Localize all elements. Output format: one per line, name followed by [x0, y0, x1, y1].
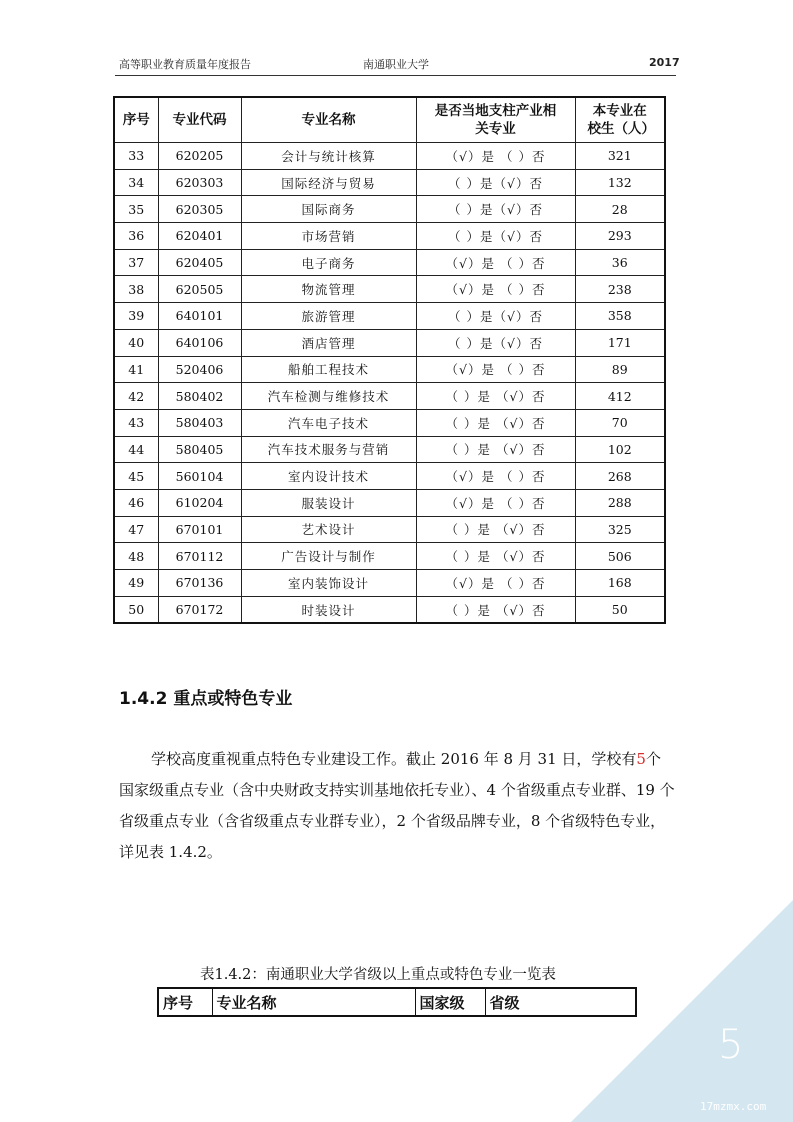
cell-enrollment: 238	[575, 276, 665, 303]
cell-name: 室内设计技术	[241, 463, 416, 490]
col-header-enrollment: 本专业在校生（人）	[575, 97, 665, 143]
cell-index: 49	[114, 570, 158, 597]
section-paragraph	[119, 744, 675, 868]
cell-local-industry: （ ）是（√）否	[416, 169, 575, 196]
cell-index: 46	[114, 489, 158, 516]
cell-name: 旅游管理	[241, 303, 416, 330]
header-school-name: 南通职业大学	[363, 58, 429, 71]
cell-index: 50	[114, 596, 158, 623]
table-row	[114, 436, 665, 463]
cell-local-industry: （ ）是 （√）否	[416, 516, 575, 543]
table-row	[114, 489, 665, 516]
majors-table-header-row	[114, 97, 665, 143]
cell-code: 580403	[158, 409, 241, 436]
table-row	[114, 169, 665, 196]
cell-enrollment: 321	[575, 143, 665, 170]
cell-code: 620401	[158, 223, 241, 250]
cell-code: 620303	[158, 169, 241, 196]
cell-enrollment: 70	[575, 409, 665, 436]
cell-enrollment: 288	[575, 489, 665, 516]
cell-code: 580405	[158, 436, 241, 463]
key-majors-table	[157, 987, 637, 1017]
col-header-name: 专业名称	[241, 97, 416, 143]
cell-code: 520406	[158, 356, 241, 383]
table-row	[114, 516, 665, 543]
key-col-provincial: 省级	[485, 988, 636, 1016]
cell-name: 服装设计	[241, 489, 416, 516]
cell-index: 45	[114, 463, 158, 490]
cell-name: 汽车检测与维修技术	[241, 383, 416, 410]
cell-name: 艺术设计	[241, 516, 416, 543]
key-col-national: 国家级	[415, 988, 485, 1016]
cell-local-industry: （√）是 （ ）否	[416, 143, 575, 170]
cell-enrollment: 36	[575, 249, 665, 276]
cell-index: 39	[114, 303, 158, 330]
cell-local-industry: （√）是 （ ）否	[416, 356, 575, 383]
cell-code: 670172	[158, 596, 241, 623]
cell-index: 35	[114, 196, 158, 223]
cell-enrollment: 412	[575, 383, 665, 410]
cell-enrollment: 358	[575, 303, 665, 330]
table-row	[114, 276, 665, 303]
cell-local-industry: （√）是 （ ）否	[416, 276, 575, 303]
paragraph-part-2: 个国家级重点专业（含中央财政支持实训基地依托专业）、4 个省级重点专业群、19 个省级重点专业（含省级重点专业群专业），2 个省级品牌专业，8 个省级特色专业，详见表 1.4.2。	[119, 750, 675, 861]
cell-index: 40	[114, 329, 158, 356]
table-row	[114, 356, 665, 383]
cell-local-industry: （√）是 （ ）否	[416, 249, 575, 276]
cell-code: 640106	[158, 329, 241, 356]
cell-enrollment: 325	[575, 516, 665, 543]
table-row	[114, 303, 665, 330]
table-row	[114, 409, 665, 436]
cell-name: 汽车电子技术	[241, 409, 416, 436]
cell-local-industry: （ ）是 （√）否	[416, 383, 575, 410]
cell-code: 620305	[158, 196, 241, 223]
cell-index: 47	[114, 516, 158, 543]
table-row	[114, 223, 665, 250]
cell-code: 560104	[158, 463, 241, 490]
cell-index: 33	[114, 143, 158, 170]
cell-local-industry: （ ）是（√）否	[416, 329, 575, 356]
key-col-index: 序号	[158, 988, 212, 1016]
cell-name: 汽车技术服务与营销	[241, 436, 416, 463]
section-title: 1.4.2 重点或特色专业	[119, 689, 293, 709]
page-number: 5	[718, 1022, 744, 1068]
header-year: 2017	[649, 56, 680, 69]
cell-local-industry: （√）是 （ ）否	[416, 463, 575, 490]
key-table-caption: 表1.4.2：南通职业大学省级以上重点或特色专业一览表	[200, 967, 556, 983]
cell-index: 34	[114, 169, 158, 196]
cell-code: 640101	[158, 303, 241, 330]
header-report-title: 高等职业教育质量年度报告	[119, 58, 251, 71]
cell-index: 42	[114, 383, 158, 410]
cell-local-industry: （√）是 （ ）否	[416, 489, 575, 516]
table-row	[114, 596, 665, 623]
col-header-local-industry: 是否当地支柱产业相关专业	[416, 97, 575, 143]
table-row	[114, 329, 665, 356]
cell-code: 620505	[158, 276, 241, 303]
cell-local-industry: （ ）是 （√）否	[416, 543, 575, 570]
cell-local-industry: （ ）是 （√）否	[416, 596, 575, 623]
cell-code: 620405	[158, 249, 241, 276]
cell-index: 48	[114, 543, 158, 570]
cell-code: 610204	[158, 489, 241, 516]
cell-enrollment: 132	[575, 169, 665, 196]
cell-local-industry: （ ）是 （√）否	[416, 436, 575, 463]
cell-enrollment: 268	[575, 463, 665, 490]
cell-code: 670101	[158, 516, 241, 543]
cell-enrollment: 50	[575, 596, 665, 623]
cell-name: 酒店管理	[241, 329, 416, 356]
table-row	[114, 196, 665, 223]
key-table-header-row	[158, 988, 636, 1016]
table-row	[114, 249, 665, 276]
table-row	[114, 543, 665, 570]
majors-table	[113, 96, 666, 624]
watermark: 17mzmx.com	[700, 1100, 767, 1113]
col-header-code: 专业代码	[158, 97, 241, 143]
cell-local-industry: （ ）是（√）否	[416, 196, 575, 223]
header-divider	[115, 75, 676, 76]
cell-enrollment: 293	[575, 223, 665, 250]
table-row	[114, 383, 665, 410]
cell-name: 船舶工程技术	[241, 356, 416, 383]
key-col-name: 专业名称	[212, 988, 415, 1016]
cell-name: 时装设计	[241, 596, 416, 623]
cell-enrollment: 89	[575, 356, 665, 383]
cell-name: 市场营销	[241, 223, 416, 250]
cell-local-industry: （ ）是 （√）否	[416, 409, 575, 436]
corner-triangle-decoration	[571, 900, 793, 1122]
cell-enrollment: 506	[575, 543, 665, 570]
table-row	[114, 463, 665, 490]
cell-name: 电子商务	[241, 249, 416, 276]
cell-name: 国际商务	[241, 196, 416, 223]
paragraph-part-1: 学校高度重视重点特色专业建设工作。截止 2016 年 8 月 31 日，学校有	[151, 750, 637, 768]
cell-code: 670136	[158, 570, 241, 597]
cell-name: 广告设计与制作	[241, 543, 416, 570]
cell-code: 580402	[158, 383, 241, 410]
col-header-index: 序号	[114, 97, 158, 143]
cell-index: 41	[114, 356, 158, 383]
cell-name: 室内装饰设计	[241, 570, 416, 597]
cell-local-industry: （ ）是（√）否	[416, 303, 575, 330]
cell-enrollment: 168	[575, 570, 665, 597]
cell-index: 37	[114, 249, 158, 276]
cell-name: 物流管理	[241, 276, 416, 303]
cell-index: 44	[114, 436, 158, 463]
cell-name: 会计与统计核算	[241, 143, 416, 170]
cell-local-industry: （ ）是（√）否	[416, 223, 575, 250]
majors-table-body	[114, 143, 665, 624]
cell-index: 43	[114, 409, 158, 436]
cell-code: 670112	[158, 543, 241, 570]
cell-enrollment: 102	[575, 436, 665, 463]
table-row	[114, 143, 665, 170]
cell-local-industry: （√）是 （ ）否	[416, 570, 575, 597]
table-row	[114, 570, 665, 597]
cell-code: 620205	[158, 143, 241, 170]
cell-enrollment: 28	[575, 196, 665, 223]
cell-index: 36	[114, 223, 158, 250]
cell-enrollment: 171	[575, 329, 665, 356]
cell-index: 38	[114, 276, 158, 303]
cell-name: 国际经济与贸易	[241, 169, 416, 196]
paragraph-highlight-number: 5	[636, 750, 646, 768]
